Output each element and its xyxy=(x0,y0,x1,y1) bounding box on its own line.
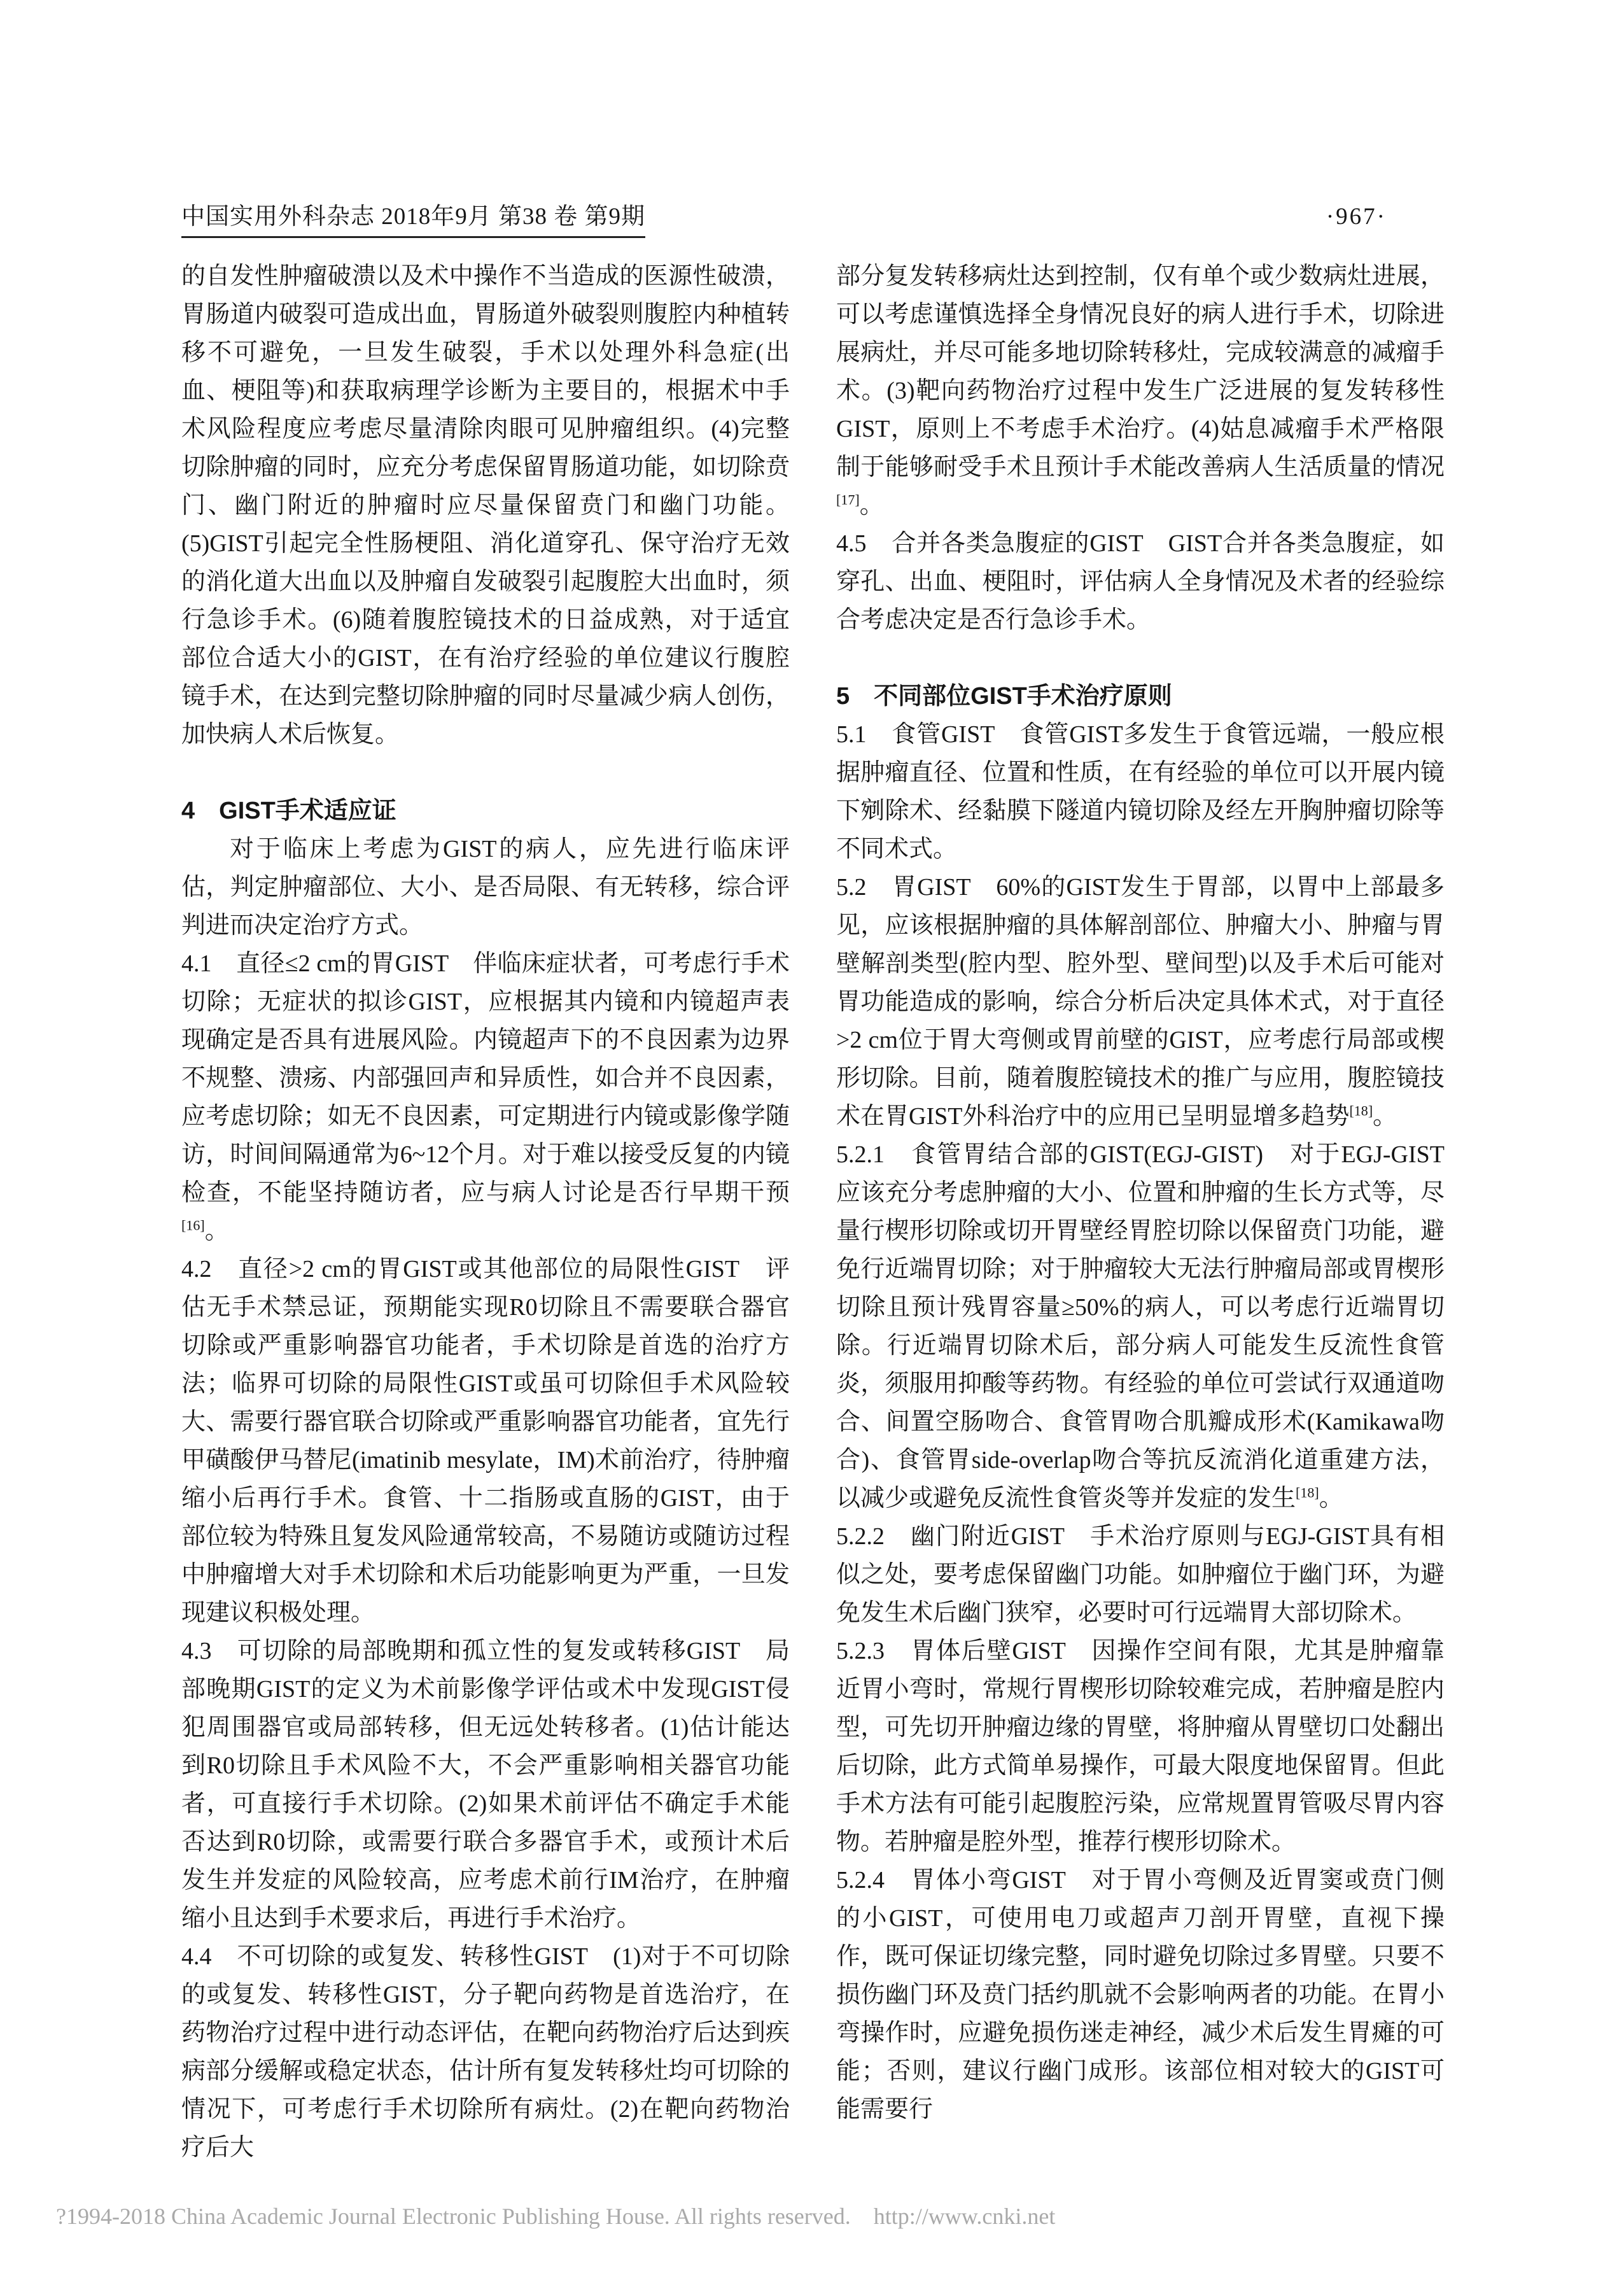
page-header xyxy=(181,204,1444,242)
section-5-2-paragraph: 5.2 胃GIST 60%的GIST发生于胃部，以胃中上部最多见，应该根据肿瘤的具体解剖部位、肿瘤大小、肿瘤与胃壁解剖类型(腔内型、腔外型、壁间型)以及手术后可能对胃功能造成的影响，综合分析后决定具体术式，对于直径>2 cm位于胃大弯侧或胃前壁的GIST，应考虑行局部或楔形切除。目前，随着腹腔镜技术的推广与应用，腹腔镜技术在胃GIST外科治疗中的应用已呈明显增多趋势[18]。 xyxy=(836,874,1445,1130)
paragraph-continuation-left: 的自发性肿瘤破溃以及术中操作不当造成的医源性破溃，胃肠道内破裂可造成出血，胃肠道外破裂则腹腔内种植转移不可避免，一旦发生破裂，手术以处理外科急症(出血、梗阻等)和获取病理学诊断为主要目的，根据术中手术风险程度应考虑尽量清除肉眼可见肿瘤组织。(4)完整切除肿瘤的同时，应充分考虑保留胃肠道功能，如切除贲门、幽门附近的肿瘤时应尽量保留贲门和幽门功能。(5)GIST引起完全性肠梗阻、消化道穿孔、保守治疗无效的消化道大出血以及肿瘤自发破裂引起腹腔大出血时，须行急诊手术。(6)随着腹腔镜技术的日益成熟，对于适宜部位合适大小的GIST，在有治疗经验的单位建议行腹腔镜手术，在达到完整切除肿瘤的同时尽量减少病人创伤，加快病人术后恢复。 xyxy=(181,263,790,748)
section-5-1-paragraph: 5.1 食管GIST 食管GIST多发生于食管远端，一般应根据肿瘤直径、位置和性质，在有经验的单位可以开展内镜下剜除术、经黏膜下隧道内镜切除及经左开胸肿瘤切除等不同术式。 xyxy=(836,721,1445,862)
section-4-2-paragraph: 4.2 直径>2 cm的胃GIST或其他部位的局限性GIST 评估无手术禁忌证，预期能实现R0切除且不需要联合器官切除或严重影响器官功能者，手术切除是首选的治疗方法；临界可切除的局限性GIST或虽可切除但手术风险较大、需要行器官联合切除或严重影响器官功能者，宜先行甲磺酸伊马替尼(imatinib mesylate，IM)术前治疗，待肿瘤缩小后再行手术。食管、十二指肠或直肠的GIST，由于部位较为特殊且复发风险通常较高，不易随访或随访过程中肿瘤增大对手术切除和术后功能影响更为严重，一旦发现建议积极处理。 xyxy=(181,1256,790,1626)
section-4-5-paragraph: 4.5 合并各类急腹症的GIST GIST合并各类急腹症，如穿孔、出血、梗阻时，评估病人全身情况及术者的经验综合考虑决定是否行急诊手术。 xyxy=(836,530,1445,633)
section-5-2-4-paragraph: 5.2.4 胃体小弯GIST 对于胃小弯侧及近胃窦或贲门侧的小GIST，可使用电刀或超声刀剖开胃壁，直视下操作，既可保证切缘完整，同时避免切除过多胃壁。只要不损伤幽门环及贲门括约肌就不会影响两者的功能。在胃小弯操作时，应避免损伤迷走神经，减少术后发生胃瘫的可能；否则，建议行幽门成形。该部位相对较大的GIST可能需要行 xyxy=(836,1867,1445,2123)
paragraph-continuation-right: 部分复发转移病灶达到控制，仅有单个或少数病灶进展，可以考虑谨慎选择全身情况良好的病人进行手术，切除进展病灶，并尽可能多地切除转移灶，完成较满意的减瘤手术。(3)靶向药物治疗过程中发生广泛进展的复发转移性GIST，原则上不考虑手术治疗。(4)姑息减瘤手术严格限制于能够耐受手术且预计手术能改善病人生活质量的情况[17]。 xyxy=(836,263,1445,519)
section-5-2-2-paragraph: 5.2.2 幽门附近GIST 手术治疗原则与EGJ-GIST具有相似之处，要考虑保留幽门功能。如肿瘤位于幽门环，为避免发生术后幽门狭窄，必要时可行远端胃大部切除术。 xyxy=(836,1523,1445,1626)
section-4-heading: 4 GIST手术适应证 xyxy=(181,798,396,824)
section-4-4-paragraph: 4.4 不可切除的或复发、转移性GIST (1)对于不可切除的或复发、转移性GIST，分子靶向药物是首选治疗，在药物治疗过程中进行动态评估，在靶向药物治疗后达到疾病部分缓解或稳定状态，估计所有复发转移灶均可切除的情况下，可考虑行手术切除所有病灶。(2)在靶向药物治疗后大 xyxy=(181,1943,790,2161)
section-5-heading: 5 不同部位GIST手术治疗原则 xyxy=(836,683,1172,710)
section-5-2-1-paragraph: 5.2.1 食管胃结合部的GIST(EGJ-GIST) 对于EGJ-GIST应该充分考虑肿瘤的大小、位置和肿瘤的生长方式等，尽量行楔形切除或切开胃壁经胃腔切除以保留贲门功能，避免行近端胃切除；对于肿瘤较大无法行肿瘤局部或胃楔形切除且预计残胃容量≥50%的病人，可以考虑行近端胃切除。行近端胃切除术后，部分病人可能发生反流性食管炎，须服用抑酸等药物。有经验的单位可尝试行双通道吻合、间置空肠吻合、食管胃吻合肌瓣成形术(Kamikawa吻合)、食管胃side-overlap吻合等抗反流消化道重建方法，以减少或避免反流性食管炎等并发症的发生[18]。 xyxy=(836,1141,1445,1512)
section-5-2-3-paragraph: 5.2.3 胃体后壁GIST 因操作空间有限，尤其是肿瘤靠近胃小弯时，常规行胃楔形切除较难完成，若肿瘤是腔内型，可先切开肿瘤边缘的胃壁，将肿瘤从胃壁切口处翻出后切除，此方式简单易操作，可最大限度地保留胃。但此手术方法有可能引起腹腔污染，应常规置胃管吸尽胃内容物。若肿瘤是腔外型，推荐行楔形切除术。 xyxy=(836,1638,1445,1855)
section-5-spacer xyxy=(836,639,1445,677)
journal-header-text: 中国实用外科杂志 2018年9月 第38 卷 第9期 xyxy=(181,204,645,238)
copyright-footer: ?1994-2018 China Academic Journal Electronic Publishing House. All rights reserved. http://www.cnki.net xyxy=(56,2204,1056,2229)
left-column xyxy=(181,257,790,2167)
section-4-intro: 对于临床上考虑为GIST的病人，应先进行临床评估，判定肿瘤部位、大小、是否局限、有无转移，综合评判进而决定治疗方式。 xyxy=(181,836,790,939)
right-column xyxy=(836,257,1445,2128)
page-number: ·967· xyxy=(1326,204,1387,230)
section-4-1-paragraph: 4.1 直径≤2 cm的胃GIST 伴临床症状者，可考虑行手术切除；无症状的拟诊GIST，应根据其内镜和内镜超声表现确定是否具有进展风险。内镜超声下的不良因素为边界不规整、溃疡、内部强回声和异质性，如合并不良因素，应考虑切除；如无不良因素，可定期进行内镜或影像学随访，时间间隔通常为6~12个月。对于难以接受反复的内镜检查，不能坚持随访者，应与病人讨论是否行早期干预[16]。 xyxy=(181,950,790,1244)
section-4-spacer xyxy=(181,754,790,792)
section-4-3-paragraph: 4.3 可切除的局部晚期和孤立性的复发或转移GIST 局部晚期GIST的定义为术前影像学评估或术中发现GIST侵犯周围器官或局部转移，但无远处转移者。(1)估计能达到R0切除且手术风险不大，不会严重影响相关器官功能者，可直接行手术切除。(2)如果术前评估不确定手术能否达到R0切除，或需要行联合多器官手术，或预计术后发生并发症的风险较高，应考虑术前行IM治疗，在肿瘤缩小且达到手术要求后，再进行手术治疗。 xyxy=(181,1638,790,1932)
